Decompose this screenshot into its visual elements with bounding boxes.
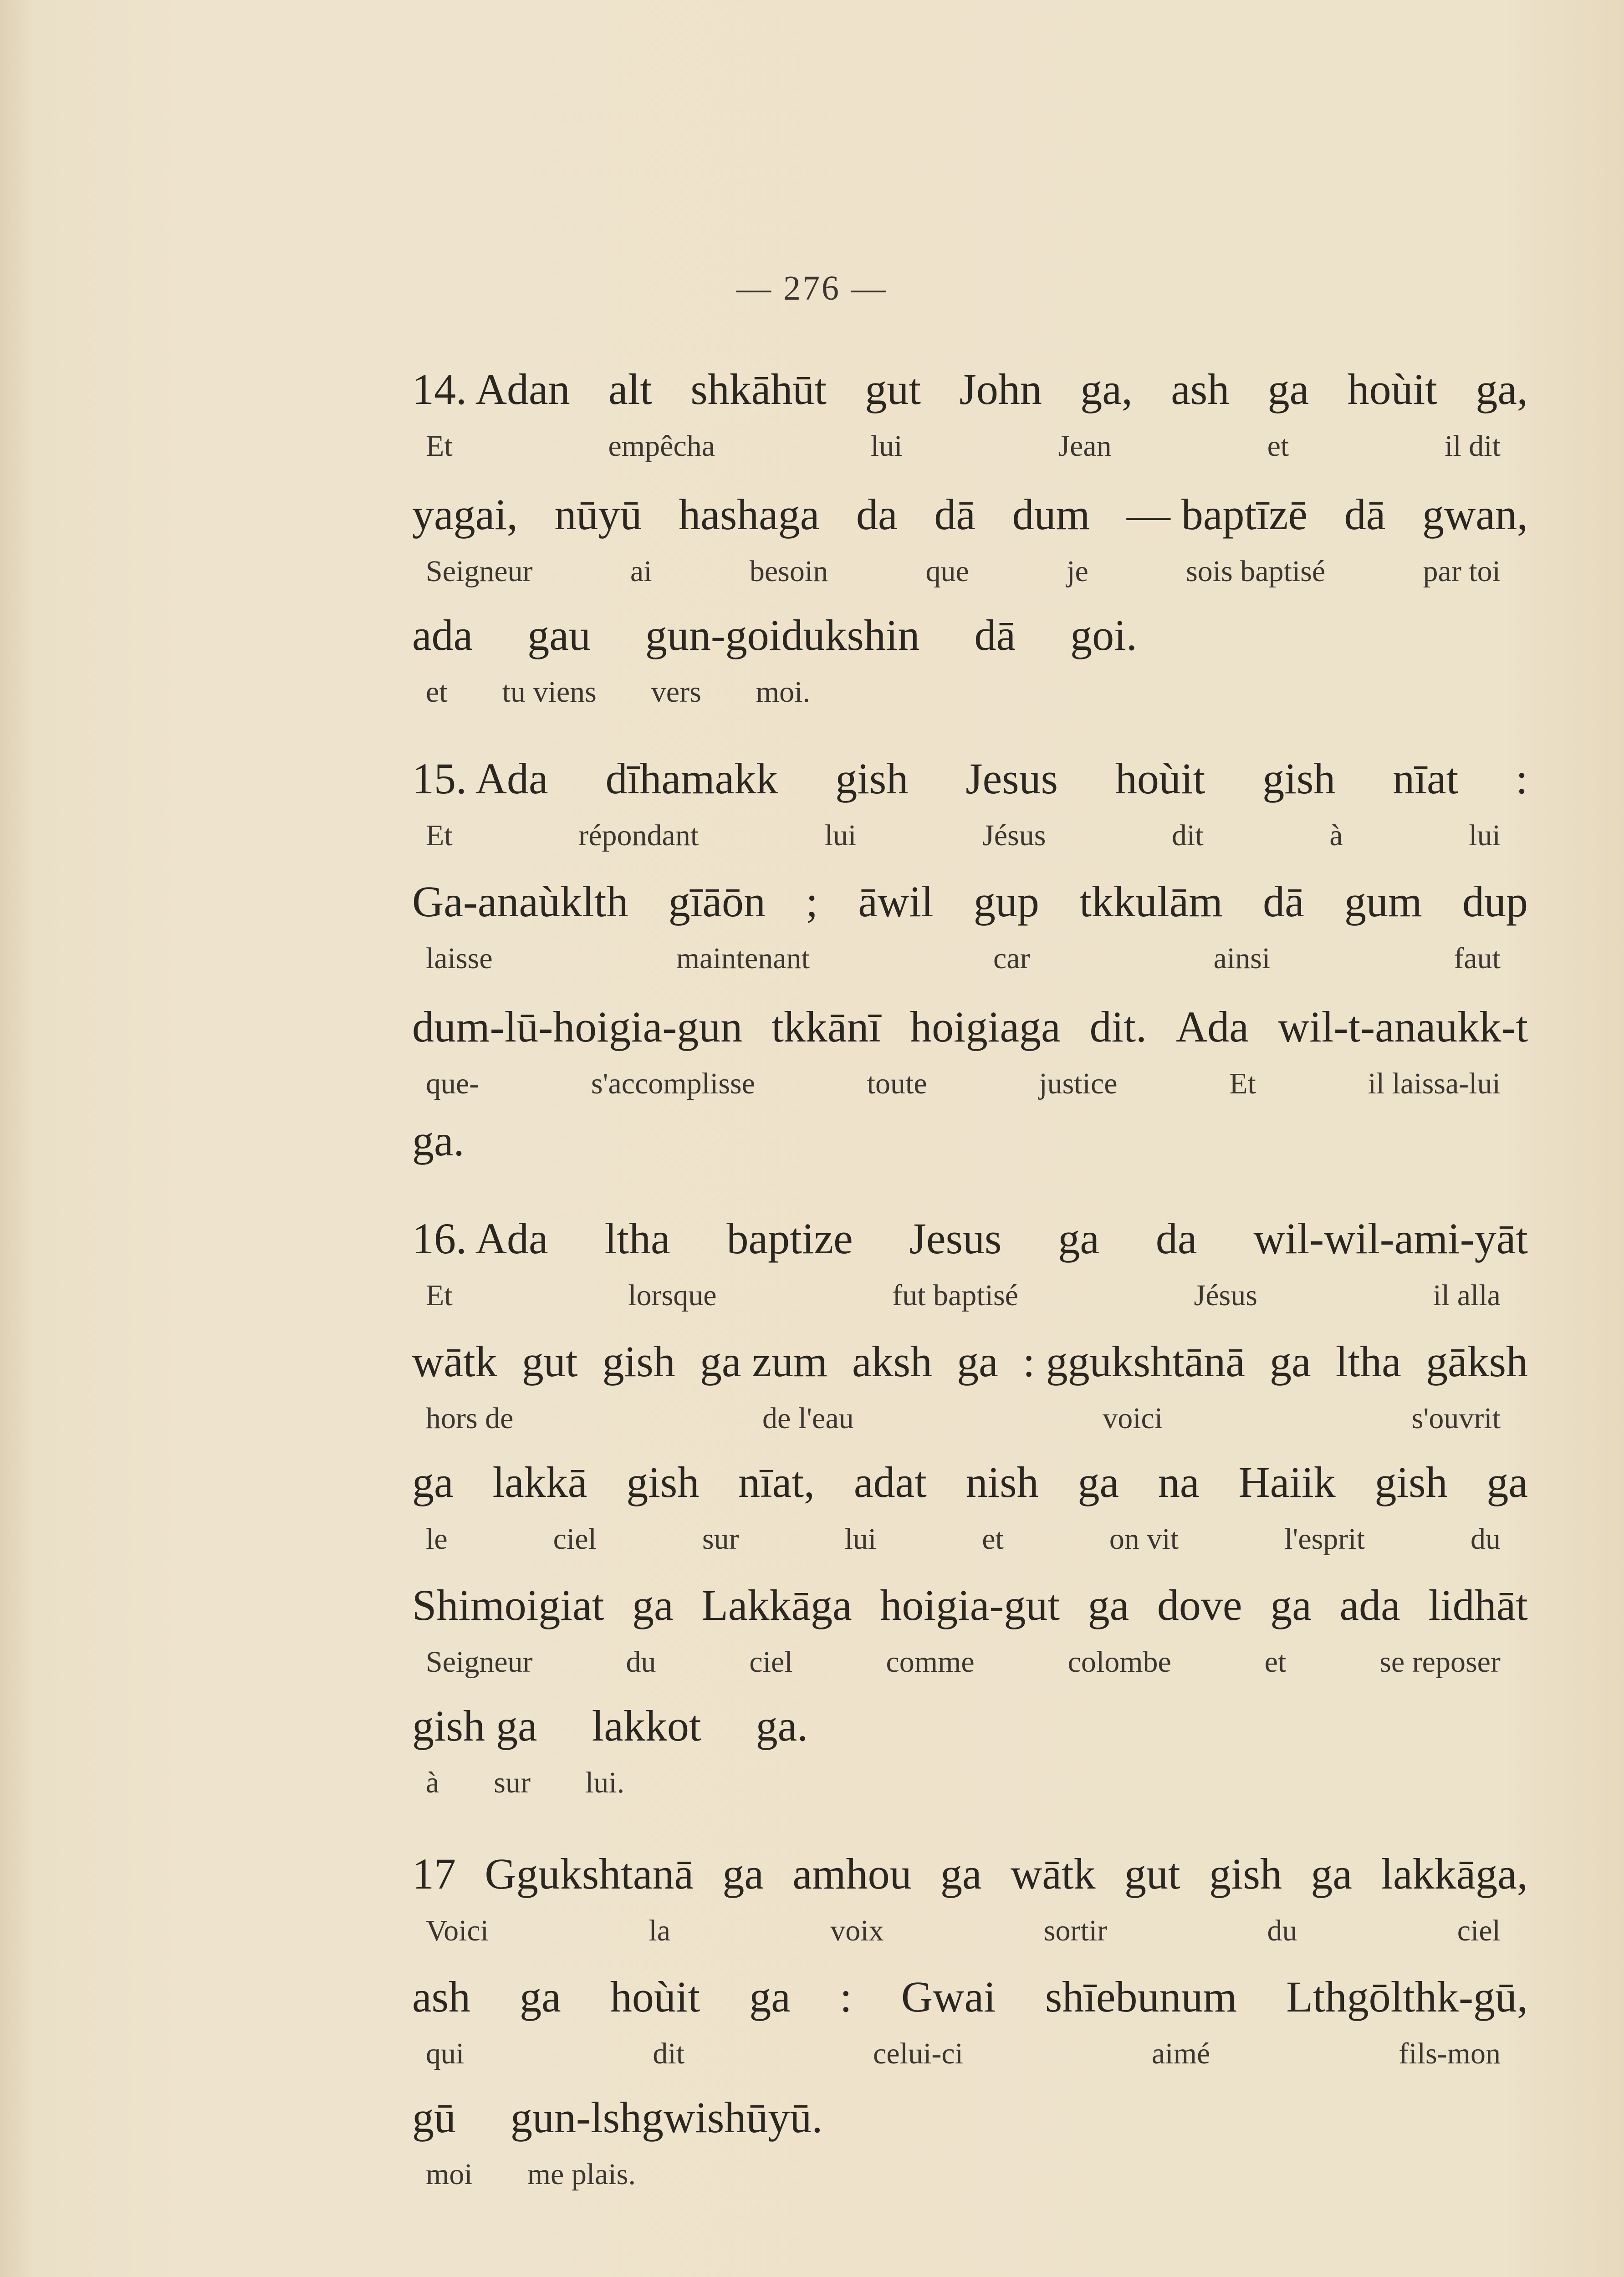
tsimshian-word: gū [412,2093,456,2142]
french-gloss-line [426,1644,1501,1680]
tsimshian-word: gut [865,365,921,414]
french-gloss-line [426,553,1501,590]
french-gloss-word: ciel [1457,1914,1501,1947]
tsimshian-word: lakkā [492,1458,587,1506]
tsimshian-word: ltha [1335,1337,1401,1386]
tsimshian-word: ga [1270,1337,1311,1386]
french-gloss-word: et [1264,1645,1287,1679]
tsimshian-word: da [856,490,898,539]
tsimshian-word: Ada [1175,1002,1249,1051]
tsimshian-word: aksh [852,1337,932,1386]
tsimshian-word: shīebunum [1045,1972,1237,2021]
french-gloss-word: que [925,555,969,588]
french-gloss-word: on vit [1109,1522,1179,1556]
french-gloss-word: maintenant [676,942,810,975]
tsimshian-word: gun-lshgwishūyū. [511,2093,823,2142]
french-gloss-word: celui-ci [873,2037,963,2070]
tsimshian-word: ga [520,1972,561,2021]
tsimshian-line [412,364,1528,414]
tsimshian-word: ga [722,1849,764,1898]
tsimshian-word: ga [1078,1458,1119,1506]
french-gloss-word: s'accomplisse [591,1067,756,1100]
tsimshian-word: tkkānī [771,1002,881,1051]
tsimshian-word: gum [1344,877,1422,926]
tsimshian-line [412,1849,1528,1899]
french-gloss-word: dit [653,2037,685,2070]
french-gloss-word: fut baptisé [892,1279,1018,1312]
tsimshian-word: : [1516,754,1528,803]
french-gloss-word: colombe [1067,1645,1171,1679]
french-gloss-word: du [1470,1522,1501,1556]
tsimshian-word: Shimoigiat [412,1581,604,1629]
tsimshian-word: ash [412,1972,470,2021]
french-gloss-word: répondant [578,819,699,852]
french-gloss-word: sur [494,1766,531,1799]
tsimshian-word: lakkot [592,1701,701,1750]
tsimshian-word: goi. [1070,611,1137,659]
tsimshian-word: gut [521,1337,578,1386]
tsimshian-word: shkāhūt [690,365,827,414]
french-gloss-word: sois baptisé [1186,555,1326,588]
tsimshian-word: hoùit [610,1972,700,2021]
french-gloss-line [426,1066,1501,1102]
french-gloss-line [426,2036,1501,2072]
french-gloss-line [426,2156,1501,2193]
tsimshian-word: āwil [858,877,934,926]
tsimshian-word: ltha [604,1214,670,1263]
tsimshian-word: : ggukshtānā [1022,1337,1245,1386]
french-gloss-word: moi. [756,675,810,709]
tsimshian-line [412,877,1528,927]
tsimshian-word: wil-wil-ami-yāt [1253,1214,1528,1263]
french-gloss-word: toute [867,1067,927,1100]
tsimshian-word: dā [934,490,975,539]
french-gloss-word: comme [886,1645,975,1679]
tsimshian-word: dum [1012,490,1090,539]
tsimshian-line [412,610,1528,660]
tsimshian-word: dum-lū-hoigia-gun [412,1002,743,1051]
tsimshian-word: hoùit [1347,365,1437,414]
french-gloss-word: du [626,1645,656,1679]
french-gloss-word: moi [426,2158,473,2191]
french-gloss-word: qui [426,2037,465,2070]
tsimshian-word: ga, [1080,365,1133,414]
french-gloss-word: empêcha [608,429,715,463]
french-gloss-word: Et [426,819,453,852]
tsimshian-word: hashaga [679,490,820,539]
french-gloss-word: lui [870,429,903,463]
french-gloss-word: lui [1469,819,1501,852]
french-gloss-word: à [1329,819,1343,852]
french-gloss-word: car [993,942,1030,975]
french-gloss-word: Seigneur [426,1645,533,1679]
tsimshian-word: ga. [412,1116,465,1165]
tsimshian-word: wātk [412,1337,497,1386]
tsimshian-word: 15. Ada [412,754,548,803]
tsimshian-word: 17 [412,1849,456,1898]
tsimshian-word: nūyū [554,490,642,539]
tsimshian-line [412,2093,1528,2143]
french-gloss-word: aimé [1152,2037,1210,2070]
tsimshian-word: ; [806,877,818,926]
tsimshian-word: yagai, [412,490,518,539]
french-gloss-word: il dit [1445,429,1501,463]
tsimshian-word: ga [957,1337,998,1386]
french-gloss-line [426,428,1501,465]
french-gloss-word: s'ouvrit [1411,1402,1501,1435]
tsimshian-word: ash [1171,365,1230,414]
french-gloss-word: ai [630,555,652,588]
french-gloss-word: et [426,675,448,709]
french-gloss-word: faut [1454,942,1501,975]
french-gloss-word: il alla [1433,1279,1501,1312]
tsimshian-line [412,1337,1528,1387]
french-gloss-word: hors de [426,1402,514,1435]
tsimshian-word: alt [608,365,652,414]
french-gloss-word: et [1267,429,1289,463]
tsimshian-word: Jesus [965,754,1058,803]
tsimshian-word: ga, [1476,365,1528,414]
french-gloss-word: Et [426,1279,453,1312]
tsimshian-line [412,754,1528,804]
tsimshian-word: Jesus [909,1214,1002,1263]
tsimshian-word: gun-goidukshin [645,611,920,659]
tsimshian-word: : [840,1972,852,2021]
french-gloss-word: lui [824,819,857,852]
tsimshian-word: ga [632,1581,674,1629]
tsimshian-word: nīat, [738,1458,815,1506]
tsimshian-word: Gwai [901,1972,996,2021]
tsimshian-word: Haiik [1238,1458,1336,1506]
french-gloss-line [426,1400,1501,1437]
tsimshian-word: gish [602,1337,675,1386]
french-gloss-word: sur [702,1522,739,1556]
tsimshian-word: Lakkāga [701,1581,852,1629]
french-gloss-word: ciel [553,1522,597,1556]
tsimshian-word: gish [1262,754,1336,803]
french-gloss-word: Et [1229,1067,1256,1100]
french-gloss-word: de l'eau [762,1402,854,1435]
tsimshian-word: ga [412,1458,454,1506]
tsimshian-word: gīāōn [668,877,766,926]
tsimshian-word: ga [749,1972,791,2021]
tsimshian-word: nīat [1393,754,1459,803]
tsimshian-word: da [1155,1214,1197,1263]
french-gloss-line [426,940,1501,977]
french-gloss-word: lui [844,1522,877,1556]
tsimshian-word: dove [1157,1581,1242,1629]
tsimshian-word: hoigiaga [910,1002,1061,1051]
tsimshian-word: ga [1267,365,1309,414]
tsimshian-word: ga [1088,1581,1129,1629]
tsimshian-word: gish [835,754,909,803]
french-gloss-word: et [982,1522,1004,1556]
french-gloss-word: Jésus [982,819,1046,852]
french-gloss-word: me plais. [527,2158,636,2191]
tsimshian-word: — baptīzē [1126,490,1308,539]
tsimshian-word: gish [1209,1849,1282,1898]
french-gloss-word: sortir [1043,1914,1108,1947]
tsimshian-word: lakkāga, [1381,1849,1528,1898]
tsimshian-word: ga [1058,1214,1099,1263]
french-gloss-word: par toi [1423,555,1501,588]
tsimshian-word: gau [527,611,591,659]
french-gloss-word: la [649,1914,671,1947]
french-gloss-line [426,1913,1501,1949]
french-gloss-line [426,1521,1501,1557]
french-gloss-word: Jean [1058,429,1112,463]
tsimshian-line [412,1002,1528,1052]
tsimshian-word: nish [965,1458,1039,1506]
french-gloss-word: il laissa-lui [1368,1067,1501,1100]
french-gloss-word: ciel [749,1645,793,1679]
french-gloss-word: fils-mon [1399,2037,1501,2070]
tsimshian-word: gish [1374,1458,1448,1506]
tsimshian-word: lidhāt [1428,1581,1528,1629]
tsimshian-word: tkkulām [1079,877,1223,926]
french-gloss-word: voici [1103,1402,1163,1435]
tsimshian-word: ga [940,1849,982,1898]
french-gloss-line [426,674,1501,710]
french-gloss-word: à [426,1766,439,1799]
french-gloss-line [426,1277,1501,1314]
french-gloss-word: Et [426,429,453,463]
tsimshian-line [412,1972,1528,2022]
tsimshian-word: gāksh [1425,1337,1528,1386]
french-gloss-word: Seigneur [426,555,533,588]
tsimshian-word: ga [1486,1458,1528,1506]
french-gloss-word: lui. [585,1766,625,1799]
tsimshian-word: gut [1124,1849,1180,1898]
french-gloss-word: vers [651,675,701,709]
tsimshian-word: ga [1270,1581,1312,1629]
tsimshian-word: hoùit [1115,754,1205,803]
tsimshian-word: gish [626,1458,700,1506]
tsimshian-word: wil-t-anaukk-t [1277,1002,1528,1051]
page-number: — 276 — [736,269,888,307]
french-gloss-word: justice [1039,1067,1118,1100]
tsimshian-word: gwan, [1422,490,1528,539]
french-gloss-word: voix [830,1914,884,1947]
tsimshian-word: ada [412,611,473,659]
tsimshian-word: hoigia-gut [880,1581,1060,1629]
tsimshian-line [412,1701,1528,1751]
tsimshian-word: Ga-anaùklth [412,877,628,926]
french-gloss-word: l'esprit [1284,1522,1365,1556]
french-gloss-word: se reposer [1379,1645,1501,1679]
tsimshian-word: gup [973,877,1039,926]
tsimshian-word: baptize [726,1214,853,1263]
tsimshian-word: ga zum [700,1337,827,1386]
tsimshian-word: dā [1263,877,1304,926]
french-gloss-word: que- [426,1067,480,1100]
tsimshian-word: 14. Adan [412,365,570,414]
french-gloss-line [426,817,1501,854]
french-gloss-word: ainsi [1213,942,1271,975]
tsimshian-word: gish ga [412,1701,537,1750]
tsimshian-word: Lthgōlthk-gū, [1286,1972,1528,2021]
french-gloss-word: dit [1172,819,1204,852]
french-gloss-word: laisse [426,942,493,975]
tsimshian-line [412,1580,1528,1630]
french-gloss-word: le [426,1522,448,1556]
tsimshian-word: ga [1311,1849,1352,1898]
tsimshian-word: dit. [1089,1002,1147,1051]
tsimshian-word: ada [1339,1581,1400,1629]
tsimshian-word: amhou [792,1849,912,1898]
french-gloss-line [426,1765,1501,1801]
french-gloss-word: tu viens [502,675,597,709]
tsimshian-word: John [959,365,1042,414]
french-gloss-word: lorsque [628,1279,717,1312]
french-gloss-word: besoin [749,555,828,588]
tsimshian-word: dā [1344,490,1386,539]
tsimshian-word: dīhamakk [605,754,778,803]
tsimshian-line [412,1457,1528,1507]
french-gloss-word: je [1067,555,1088,588]
tsimshian-line [412,490,1528,540]
tsimshian-word: wātk [1010,1849,1096,1898]
tsimshian-word: dā [974,611,1016,659]
tsimshian-line [412,1116,1528,1166]
tsimshian-word: ga. [756,1701,808,1750]
french-gloss-word: Voici [426,1914,489,1947]
tsimshian-word: 16. Ada [412,1214,548,1263]
french-gloss-word: du [1267,1914,1297,1947]
french-gloss-word: Jésus [1194,1279,1257,1312]
tsimshian-word: na [1158,1458,1200,1506]
tsimshian-word: Ggukshtanā [485,1849,694,1898]
tsimshian-line [412,1214,1528,1264]
tsimshian-word: adat [853,1458,927,1506]
tsimshian-word: dup [1462,877,1528,926]
